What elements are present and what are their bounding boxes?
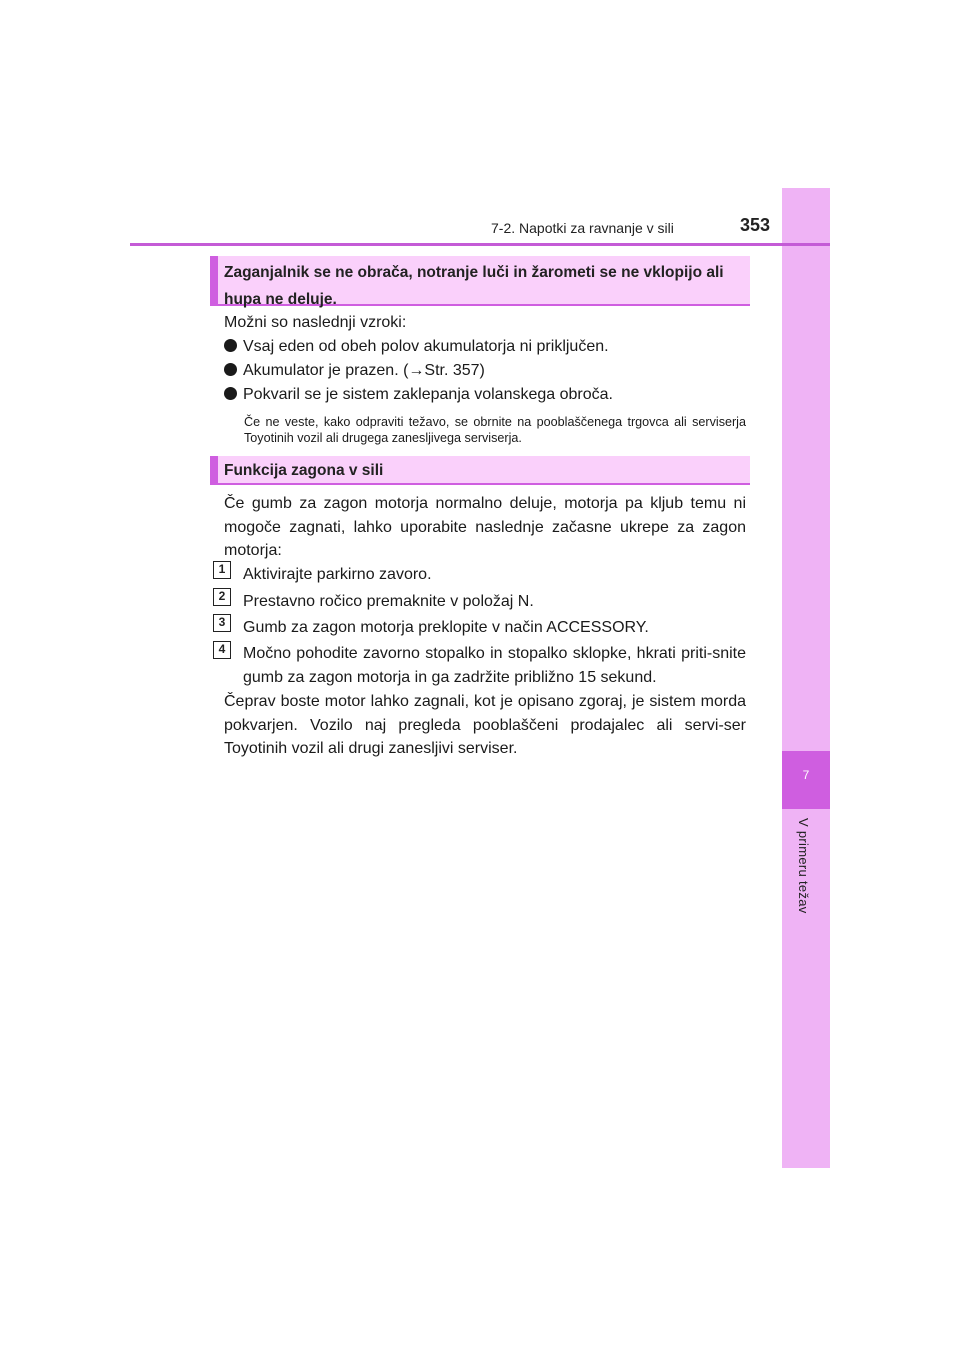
chapter-number: 7 [802,768,810,782]
header-divider [130,243,830,246]
page-number: 353 [740,215,771,235]
step-number: 1 [213,561,231,579]
list-item: Pokvaril se je sistem zaklepanja volanskega obroča. [224,386,613,404]
closing-paragraph: Čeprav boste motor lahko zagnali, kot je opisano zgoraj, je sistem morda pokvarjen. Vozilo naj pregleda pooblaščeni prodajalec ali servi-ser Toyotinih vozil ali drugi zanesljivi serviser. [224,693,746,757]
chapter-title: V primeru težav [796,818,811,914]
list-item: Vsaj eden od obeh polov akumulatorja ni priključen. [224,338,609,356]
causes-intro: Možni so naslednji vzroki: [224,314,407,331]
chapter-side-tab [782,188,830,1168]
step-text: Gumb za zagon motorja preklopite v način ACCESSORY. [243,619,649,636]
emergency-intro: Če gumb za zagon motorja normalno deluje, motorja pa kljub temu ni mogoče zagnati, lahko uporabite naslednje začasne ukrepe za zagon motorja: [224,495,746,559]
bullet-icon [224,363,237,376]
step-number: 2 [213,588,231,606]
step-number: 3 [213,614,231,632]
dealer-note: Če ne veste, kako odpraviti težavo, se obrnite na pooblaščenega trgovca ali serviserja Toyotinih vozil ali drugega zanesljivega serviserja. [244,415,746,445]
bullet-icon [224,339,237,352]
section-title: 7-2. Napotki za ravnanje v sili [491,220,674,236]
step-number: 4 [213,641,231,659]
list-item: Akumulator je prazen. (→Str. 357) [224,362,485,380]
section-heading-emergency-start: Funkcija zagona v sili [210,456,750,485]
step-text: Močno pohodite zavorno stopalko in stopalko sklopke, hkrati priti-snite gumb za zagon motorja in ga zadržite približno 15 sekund. [243,645,746,686]
section-heading-starter: Zaganjalnik se ne obrača, notranje luči in žarometi se ne vklopijo ali hupa ne deluje. [210,256,750,306]
step-text: Prestavno ročico premaknite v položaj N. [243,593,534,610]
bullet-icon [224,387,237,400]
step-text: Aktivirajte parkirno zavoro. [243,566,432,583]
